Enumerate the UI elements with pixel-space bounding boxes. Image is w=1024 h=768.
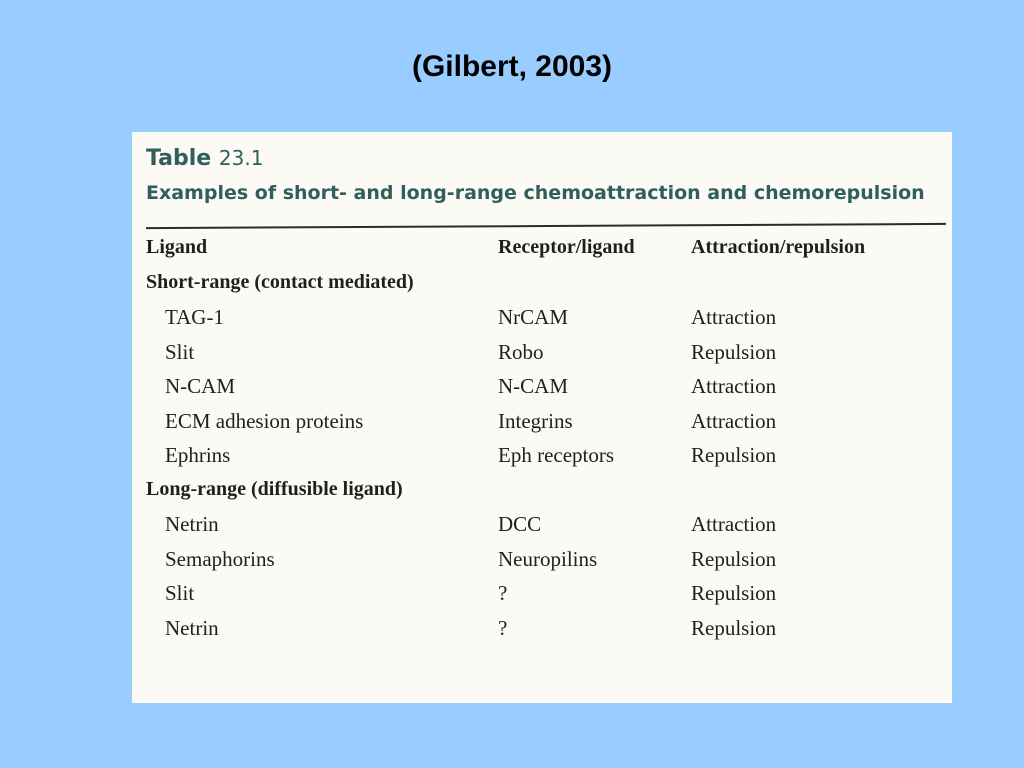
effect-cell: Repulsion: [691, 443, 777, 467]
table-row: [146, 340, 926, 375]
effect-cell: Repulsion: [691, 581, 777, 605]
receptor-cell: ?: [498, 615, 508, 640]
receptor-cell: DCC: [498, 512, 542, 536]
effect-cell: Repulsion: [691, 615, 777, 640]
header-ligand: Ligand: [146, 236, 208, 258]
section-title: Short-range (contact mediated): [146, 270, 414, 293]
chemoattraction-table: [146, 236, 926, 650]
table-number: 23.1: [218, 146, 264, 170]
table-row: [146, 547, 926, 582]
ligand-cell: Slit: [165, 581, 195, 605]
section-title: Long-range (diffusible ligand): [146, 477, 403, 500]
ligand-cell: Netrin: [165, 512, 219, 536]
effect-cell: Attraction: [691, 408, 777, 433]
table-label-word: Table: [146, 146, 212, 171]
receptor-cell: Neuropilins: [498, 546, 598, 571]
effect-cell: Repulsion: [691, 339, 777, 364]
receptor-cell: ?: [498, 581, 508, 605]
receptor-cell: Eph receptors: [498, 443, 615, 467]
table-label: [146, 146, 263, 171]
section-heading-long-range: [146, 478, 926, 513]
ligand-cell: TAG-1: [165, 305, 224, 329]
table-row: [146, 305, 926, 340]
effect-cell: Repulsion: [691, 546, 777, 571]
receptor-cell: Robo: [498, 339, 544, 364]
scanned-table-image: [132, 132, 952, 703]
table-row: [146, 581, 926, 616]
table-row: [146, 374, 926, 409]
effect-cell: Attraction: [691, 512, 777, 536]
table-row: [146, 512, 926, 547]
ligand-cell: N-CAM: [165, 374, 236, 398]
table-row: [146, 409, 926, 444]
table-row: [146, 616, 926, 651]
header-attraction: Attraction/repulsion: [691, 236, 866, 258]
slide-title: (Gilbert, 2003): [411, 50, 613, 83]
ligand-cell: Ephrins: [165, 443, 231, 467]
ligand-cell: Slit: [165, 339, 195, 364]
section-heading-short-range: [146, 271, 926, 306]
effect-cell: Attraction: [691, 305, 777, 329]
effect-cell: Attraction: [691, 374, 777, 398]
ligand-cell: Netrin: [165, 615, 219, 640]
table-row: [146, 443, 926, 478]
table-top-rule: [146, 223, 946, 229]
receptor-cell: N-CAM: [498, 374, 569, 398]
receptor-cell: NrCAM: [498, 305, 569, 329]
ligand-cell: ECM adhesion proteins: [165, 408, 364, 433]
header-receptor: Receptor/ligand: [498, 236, 635, 258]
receptor-cell: Integrins: [498, 408, 573, 433]
table-caption: Examples of short- and long-range chemoattraction and chemorepulsion: [146, 182, 925, 204]
table-header-row: [146, 236, 926, 271]
ligand-cell: Semaphorins: [165, 546, 275, 571]
